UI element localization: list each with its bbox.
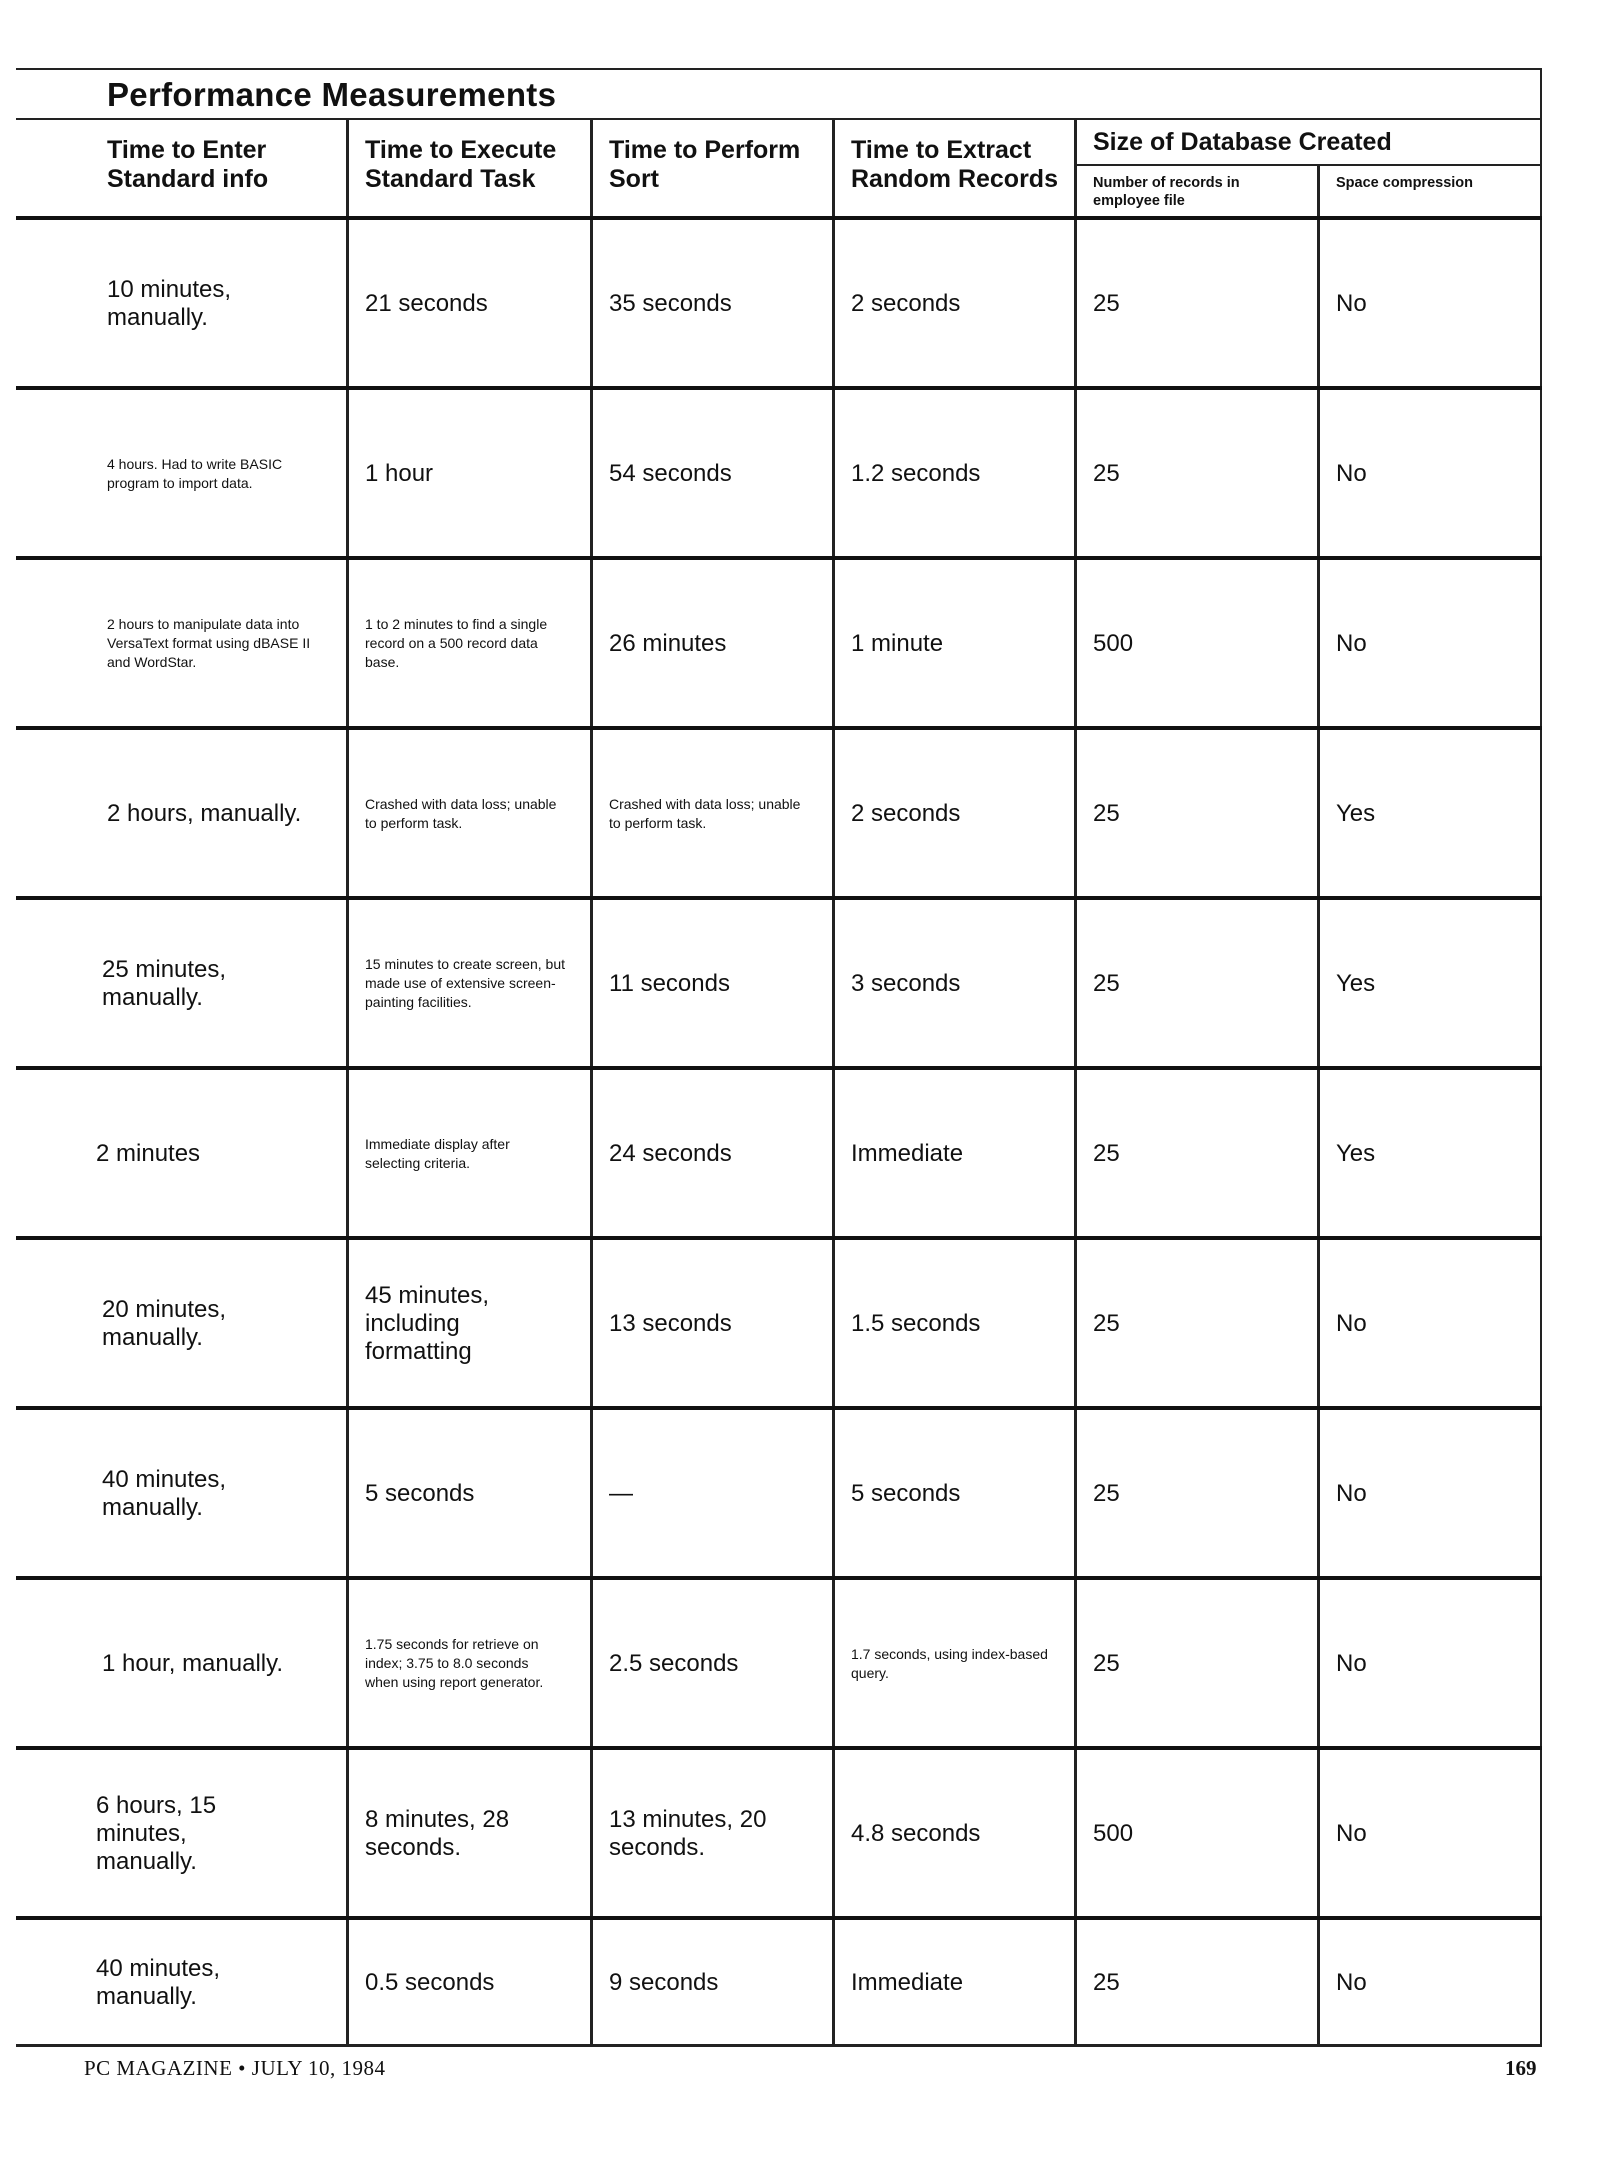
- table-cell: No: [1320, 1750, 1542, 1917]
- table-cell: 2 hours to manipulate data into VersaText format using dBASE II and WordStar.: [16, 560, 349, 727]
- table-cell: No: [1320, 390, 1542, 557]
- table-cell: No: [1320, 1580, 1542, 1747]
- table-cell: 11 seconds: [593, 900, 835, 1067]
- table-cell: 26 minutes: [593, 560, 835, 727]
- table-cell: 25: [1077, 390, 1320, 557]
- table-cell: 20 minutes, manually.: [16, 1240, 349, 1407]
- table-cell: 8 minutes, 28 seconds.: [349, 1750, 593, 1917]
- table-row: [16, 900, 1542, 1067]
- table-cell: Crashed with data loss; unable to perform task.: [349, 730, 593, 897]
- header-time-to-execute: Time to Execute Standard Task: [349, 120, 593, 286]
- page-number: 169: [1505, 2056, 1537, 2080]
- table-cell: Crashed with data loss; unable to perform task.: [593, 730, 835, 897]
- table-cell: No: [1320, 1920, 1542, 2046]
- table-row: [16, 1580, 1542, 1747]
- table-cell: 1 minute: [835, 560, 1077, 727]
- table-row: [16, 560, 1542, 727]
- table-cell: 25: [1077, 900, 1320, 1067]
- table-cell: 6 hours, 15 minutes, manually.: [16, 1750, 349, 1917]
- table-cell: 4.8 seconds: [835, 1750, 1077, 1917]
- performance-table: [16, 68, 1542, 2046]
- table-cell: 1.5 seconds: [835, 1240, 1077, 1407]
- table-row: [16, 1070, 1542, 1237]
- table-cell: 24 seconds: [593, 1070, 835, 1237]
- table-cell: 1 to 2 minutes to find a single record on a 500 record data base.: [349, 560, 593, 727]
- table-cell: 25: [1077, 730, 1320, 897]
- table-cell: 25: [1077, 220, 1320, 387]
- table-cell: 25: [1077, 1240, 1320, 1407]
- table-cell: No: [1320, 220, 1542, 387]
- table-cell: 9 seconds: [593, 1920, 835, 2046]
- table-title: Performance Measurements: [107, 76, 557, 113]
- table-cell: 2 hours, manually.: [16, 730, 349, 897]
- table-row: [16, 730, 1542, 897]
- table-cell: 500: [1077, 1750, 1320, 1917]
- table-cell: 54 seconds: [593, 390, 835, 557]
- table-cell: 45 minutes, including formatting: [349, 1240, 593, 1407]
- header-space-compression: Space compression: [1336, 175, 1473, 191]
- table-cell: 25: [1077, 1580, 1320, 1747]
- header-time-to-enter: Time to Enter Standard info: [16, 120, 349, 286]
- table-cell: 25 minutes, manually.: [16, 900, 349, 1067]
- table-cell: 2.5 seconds: [593, 1580, 835, 1747]
- header-time-to-extract: Time to Extract Random Records: [835, 120, 1077, 286]
- table-title-bar: [16, 68, 1542, 118]
- table-row: [16, 1920, 1542, 2046]
- table-cell: 13 minutes, 20 seconds.: [593, 1750, 835, 1917]
- table-cell: —: [593, 1410, 835, 1577]
- table-cell: 40 minutes, manually.: [16, 1410, 349, 1577]
- table-cell: 25: [1077, 1920, 1320, 2046]
- table-cell: 1 hour, manually.: [16, 1580, 349, 1747]
- table-cell: Immediate: [835, 1070, 1077, 1237]
- size-group-label-cell: Size of Database Created: [1077, 120, 1540, 166]
- table-cell: 13 seconds: [593, 1240, 835, 1407]
- table-bottom-rule: [16, 2044, 1542, 2047]
- table-cell: Yes: [1320, 1070, 1542, 1237]
- table-row: [16, 1410, 1542, 1577]
- table-cell: 35 seconds: [593, 220, 835, 387]
- header-number-of-records: Number of records in employee file: [1077, 166, 1320, 286]
- header-time-to-sort: Time to Perform Sort: [593, 120, 835, 286]
- table-cell: 15 minutes to create screen, but made use of extensive screen-painting facilities.: [349, 900, 593, 1067]
- table-cell: 500: [1077, 560, 1320, 727]
- table-cell: 4 hours. Had to write BASIC program to import data.: [16, 390, 349, 557]
- table-cell: 25: [1077, 1410, 1320, 1577]
- table-cell: 21 seconds: [349, 220, 593, 387]
- table-cell: 0.5 seconds: [349, 1920, 593, 2046]
- table-cell: 1.2 seconds: [835, 390, 1077, 557]
- table-cell: 3 seconds: [835, 900, 1077, 1067]
- footer-publication: PC MAGAZINE • JULY 10, 1984: [84, 2056, 386, 2080]
- table-cell: No: [1320, 560, 1542, 727]
- table-cell: 1.7 seconds, using index-based query.: [835, 1580, 1077, 1747]
- table-cell: 2 seconds: [835, 220, 1077, 387]
- table-row: [16, 220, 1542, 387]
- table-cell: Yes: [1320, 900, 1542, 1067]
- table-row: [16, 390, 1542, 557]
- table-cell: 2 minutes: [16, 1070, 349, 1237]
- table-cell: 5 seconds: [349, 1410, 593, 1577]
- table-cell: Yes: [1320, 730, 1542, 897]
- table-row: [16, 1240, 1542, 1407]
- table-cell: Immediate display after selecting criteria.: [349, 1070, 593, 1237]
- table-cell: No: [1320, 1410, 1542, 1577]
- table-cell: 10 minutes, manually.: [16, 220, 349, 387]
- table-row: [16, 1750, 1542, 1917]
- table-cell: No: [1320, 1240, 1542, 1407]
- table-cell: 2 seconds: [835, 730, 1077, 897]
- table-cell: 1.75 seconds for retrieve on index; 3.75 to 8.0 seconds when using report generator.: [349, 1580, 593, 1747]
- table-cell: 1 hour: [349, 390, 593, 557]
- table-cell: 25: [1077, 1070, 1320, 1237]
- table-cell: 40 minutes, manually.: [16, 1920, 349, 2046]
- table-cell: Immediate: [835, 1920, 1077, 2046]
- table-cell: 5 seconds: [835, 1410, 1077, 1577]
